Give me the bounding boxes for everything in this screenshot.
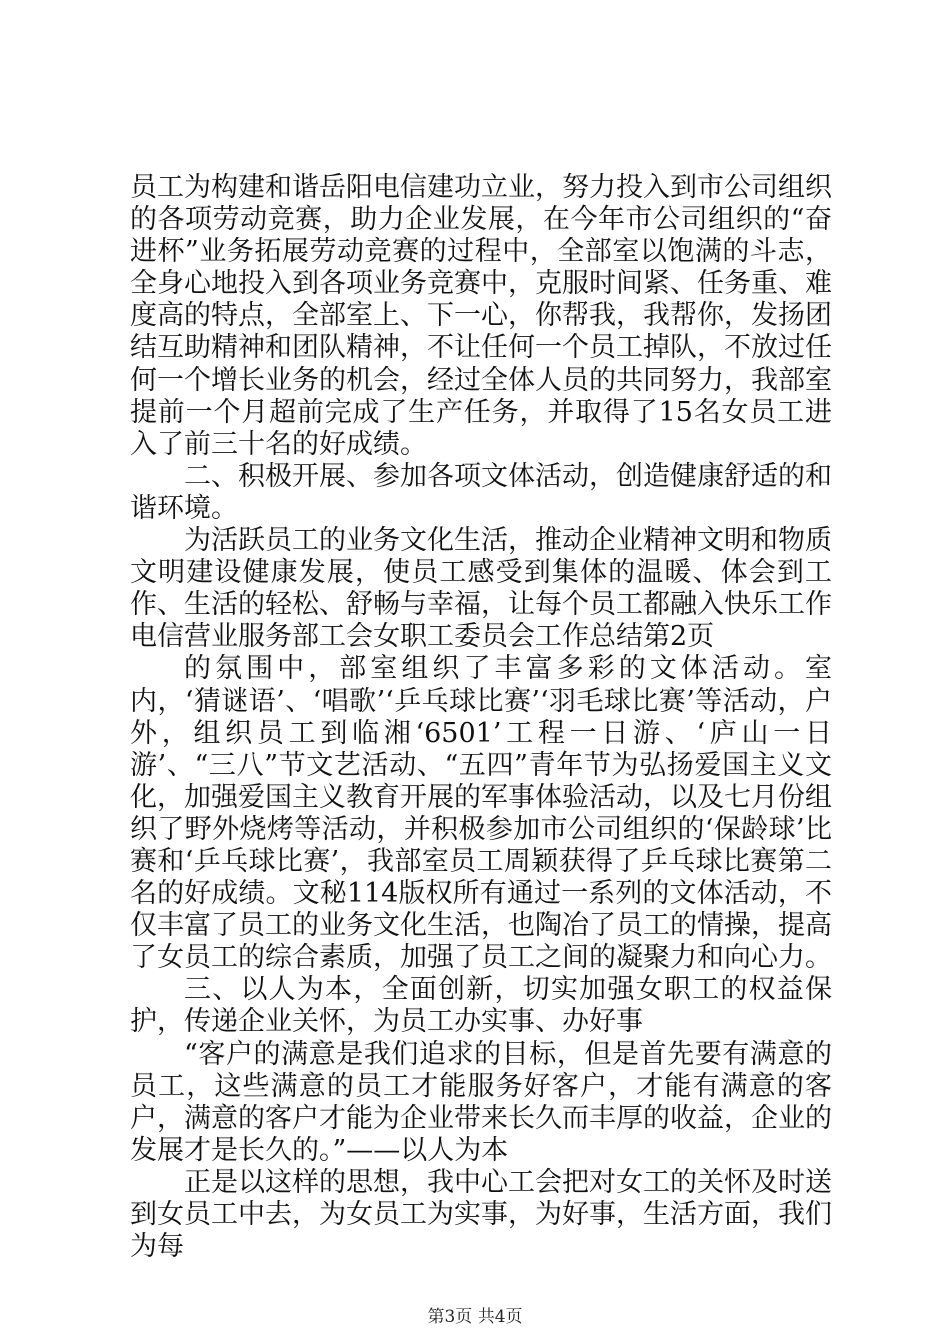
paragraph-quote: “客户的满意是我们追求的目标，但是首先要有满意的员工，这些满意的员工才能服务好客户，才能有满意的客户，满意的客户才能为企业带来长久而丰厚的收益，企业的发展才是长久的。”——以人为本 <box>130 1038 832 1166</box>
paragraph-care: 正是以这样的思想，我中心工会把对女工的关怀及时送到女员工中去，为女员工为实事，为好事，生活方面，我们为每 <box>130 1166 832 1263</box>
section-heading-3: 三、以人为本，全面创新，切实加强女职工的权益保护，传递企业关怀，为员工办实事、办好事 <box>130 974 832 1038</box>
paragraph-cultural-life: 为活跃员工的业务文化生活，推动企业精神文明和物质文明建设健康发展，使员工感受到集体的温暖、体会到工作、生活的轻松、舒畅与幸福，让每个员工都融入快乐工作电信营业服务部工会女职工委员会工作总结第2页 <box>130 525 832 653</box>
page-footer: 第3页 共4页 <box>427 1307 523 1327</box>
paragraph-continuation: 员工为构建和谐岳阳电信建功立业，努力投入到市公司组织的各项劳动竞赛，助力企业发展，在今年市公司组织的“奋进杯”业务拓展劳动竞赛的过程中，全部室以饱满的斗志，全身心地投入到各项业务竞赛中，克服时间紧、任务重、难度高的特点，全部室上、下一心，你帮我，我帮你，发扬团结互助精神和团队精神，不让任何一个员工掉队，不放过任何一个增长业务的机会，经过全体人员的共同努力，我部室提前一个月超前完成了生产任务，并取得了15名女员工进入了前三十名的好成绩。 <box>130 172 832 460</box>
document-body <box>130 172 832 1263</box>
paragraph-activities: 的氛围中，部室组织了丰富多彩的文体活动。室内，‘猜谜语’、‘唱歌’‘乒乓球比赛’‘羽毛球比赛’等活动，户外，组织员工到临湘‘6501’工程一日游、‘庐山一日游’、“三八”节文艺活动、“五四”青年节为弘扬爱国主义文化，加强爱国主义教育开展的军事体验活动，以及七月份组织了野外烧烤等活动，并积极参加市公司组织的‘保龄球’比赛和‘乒乓球比赛’，我部室员工周颖获得了乒乓球比赛第二名的好成绩。文秘114版权所有通过一系列的文体活动，不仅丰富了员工的业务文化生活，也陶冶了员工的情操，提高了女员工的综合素质，加强了员工之间的凝聚力和向心力。 <box>130 653 832 974</box>
section-heading-2: 二、积极开展、参加各项文体活动，创造健康舒适的和谐环境。 <box>130 460 832 524</box>
